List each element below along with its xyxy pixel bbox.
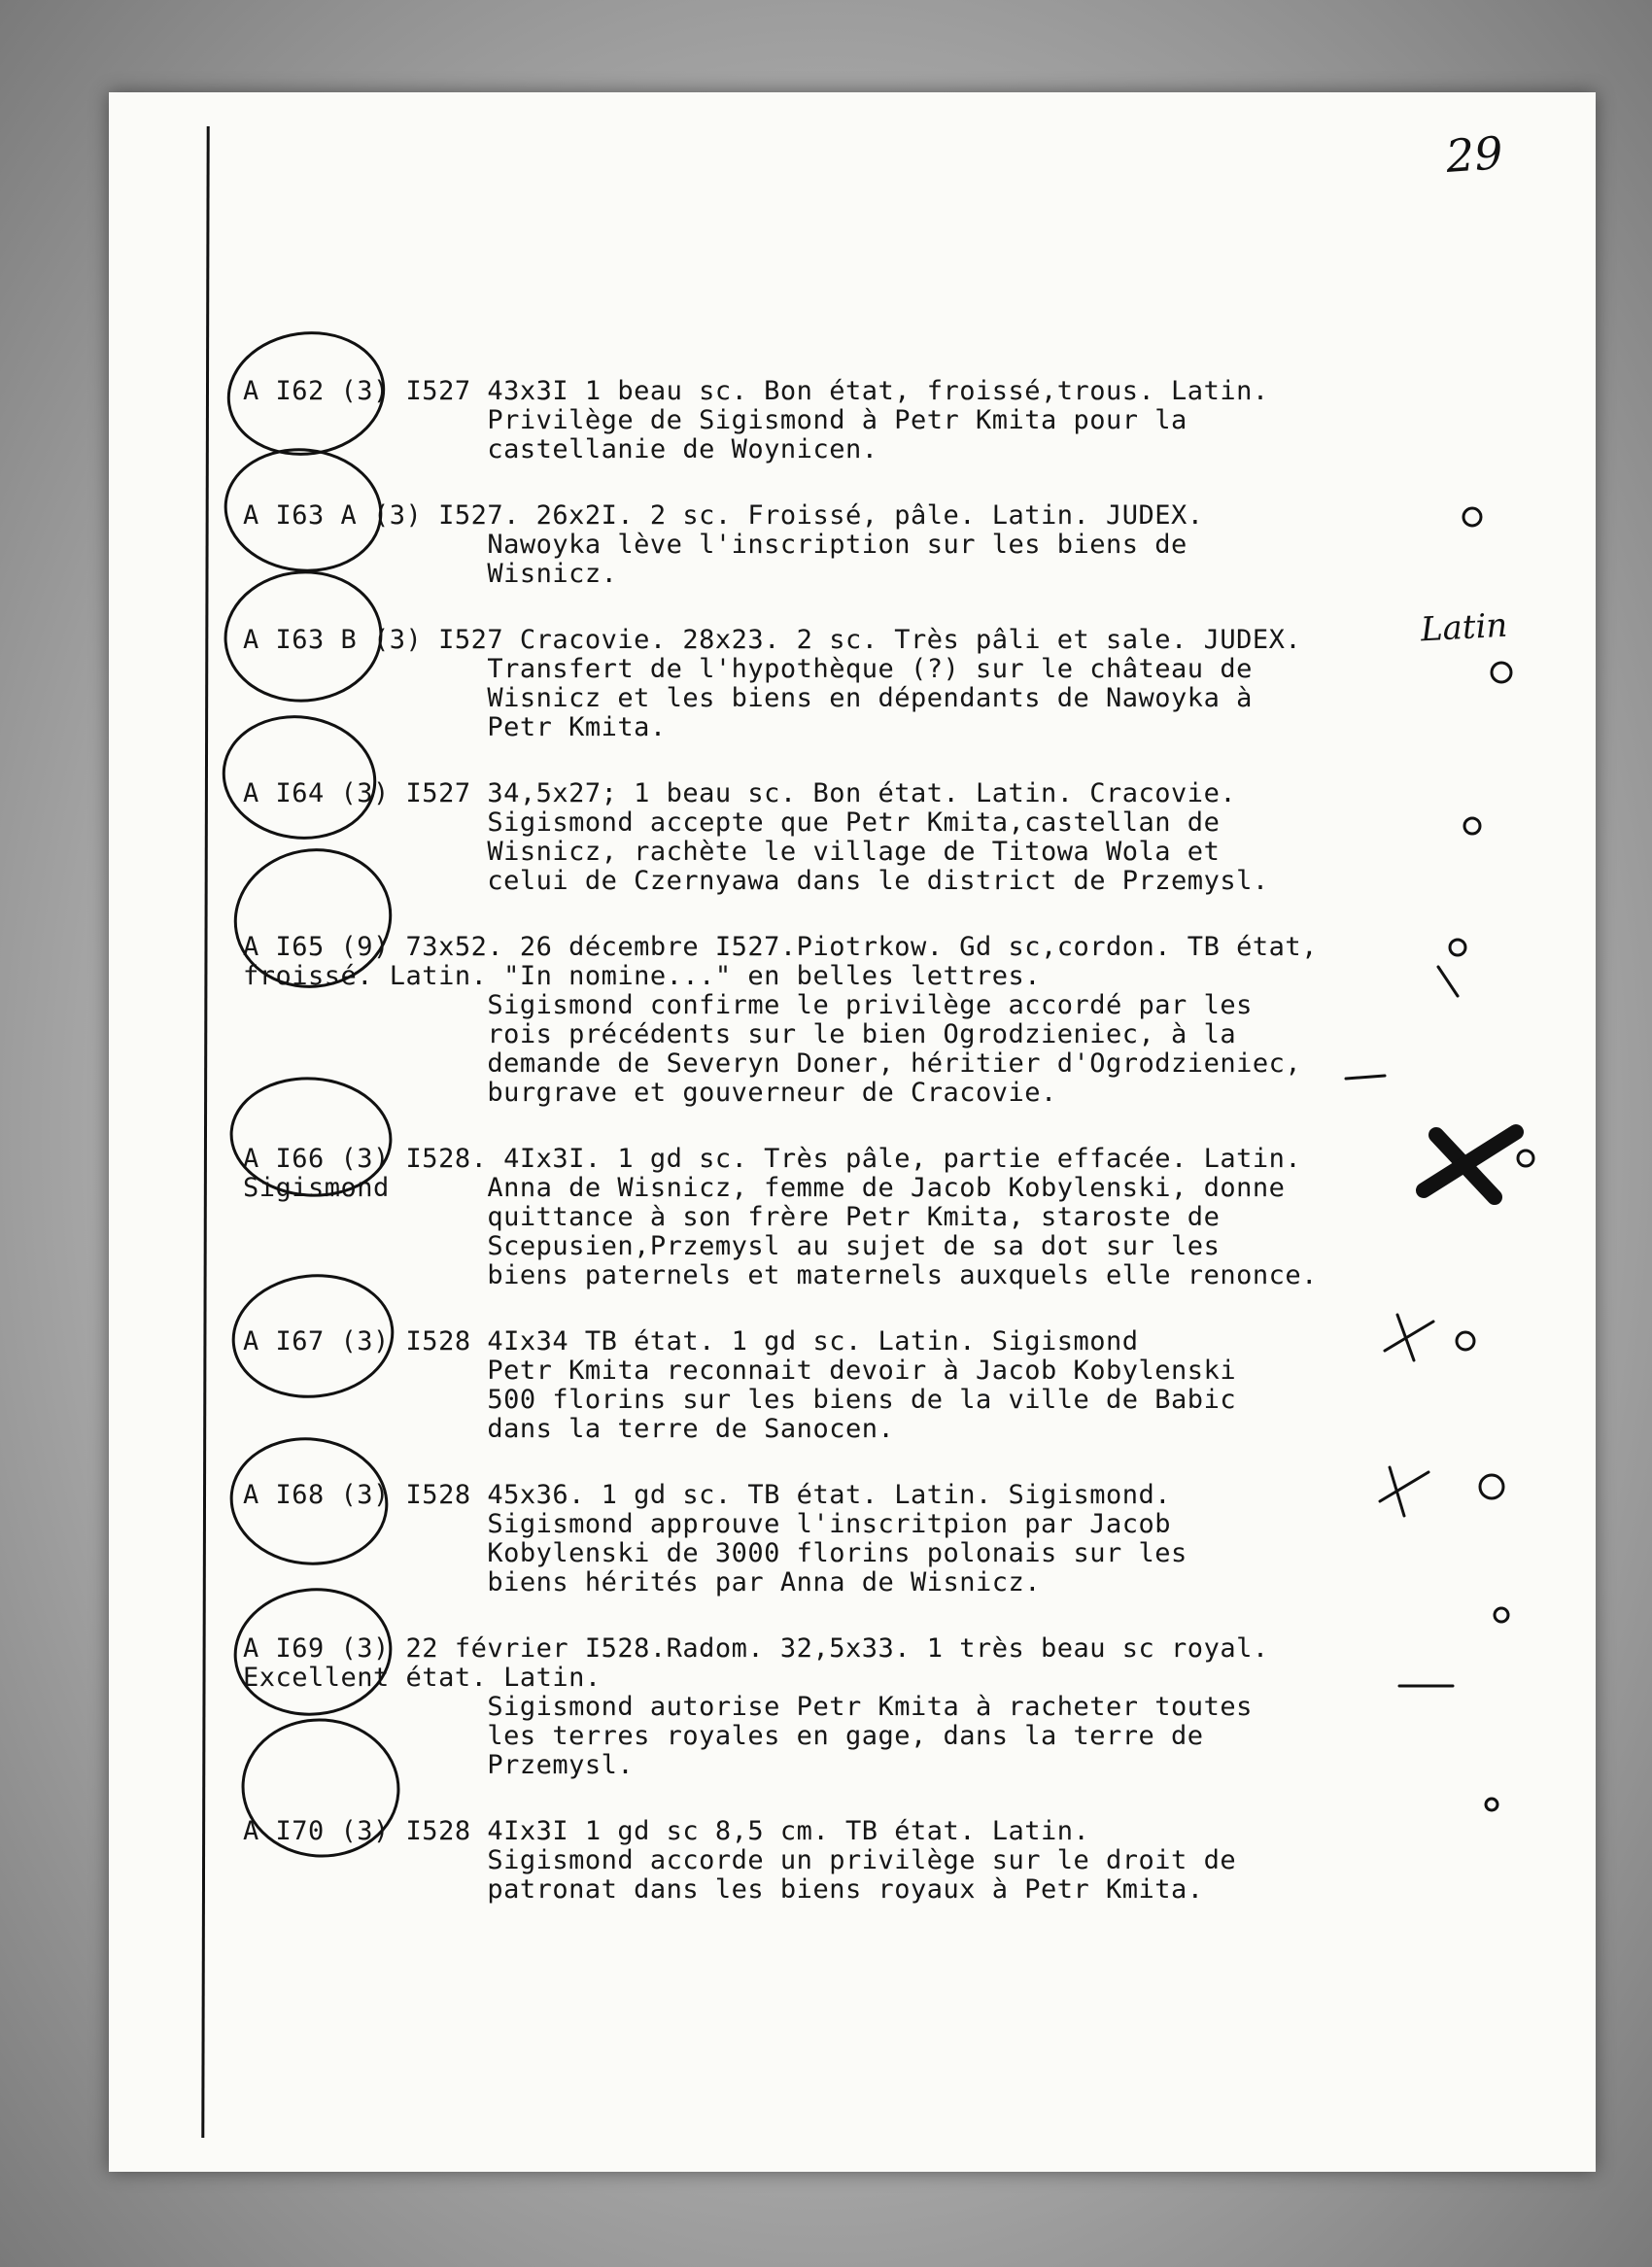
page-number: 29 — [1444, 126, 1505, 183]
entry-line: Sigismond approuve l'inscritpion par Jacob — [243, 1509, 1172, 1539]
entry-line: A I69 (3) 22 février I528.Radom. 32,5x33. 1 très beau sc royal. — [243, 1633, 1269, 1664]
entry-line: rois précédents sur le bien Ogrodzieniec, à la — [243, 1019, 1237, 1049]
entry-line: A I68 (3) I528 45x36. 1 gd sc. TB état. Latin. Sigismond. — [243, 1480, 1172, 1510]
entry-line: Excellent état. Latin. — [243, 1663, 602, 1693]
entry-line: A I70 (3) I528 4Ix3I 1 gd sc 8,5 cm. TB état. Latin. — [243, 1816, 1090, 1846]
entry-line: Sigismond accepte que Petr Kmita,castellan de — [243, 807, 1221, 838]
entry-line: castellanie de Woynicen. — [243, 434, 878, 464]
entry-line: Przemysl. — [243, 1750, 635, 1780]
entry-line: dans la terre de Sanocen. — [243, 1414, 895, 1444]
entry-line: A I64 (3) I527 34,5x27; 1 beau sc. Bon état. Latin. Cracovie. — [243, 778, 1237, 808]
entry-line: celui de Czernyawa dans le district de Przemysl. — [243, 866, 1269, 896]
entry-a165 — [243, 933, 1487, 1108]
entry-line: patronat dans les biens royaux à Petr Kmita. — [243, 1874, 1204, 1905]
entry-line: Wisnicz, rachète le village de Titowa Wola et — [243, 837, 1221, 867]
entry-line: Transfert de l'hypothèque (?) sur le château de — [243, 654, 1253, 684]
entry-line: 500 florins sur les biens de la ville de Babic — [243, 1385, 1237, 1415]
entry-line: A I63 B (3) I527 Cracovie. 28x23. 2 sc. Très pâli et sale. JUDEX. — [243, 625, 1302, 655]
entry-a162 — [243, 377, 1487, 464]
entry-line: A I63 A (3) I527. 26x2I. 2 sc. Froissé, pâle. Latin. JUDEX. — [243, 500, 1204, 531]
entry-line: Wisnicz et les biens en dépendants de Nawoyka à — [243, 683, 1253, 713]
entry-line: Sigismond accorde un privilège sur le droit de — [243, 1845, 1237, 1875]
entry-line: Sigismond autorise Petr Kmita à racheter toutes — [243, 1692, 1253, 1722]
entry-line: demande de Severyn Doner, héritier d'Ogrodzieniec, — [243, 1048, 1302, 1079]
entry-line: Petr Kmita reconnait devoir à Jacob Kobylenski — [243, 1356, 1237, 1386]
entry-a164 — [243, 779, 1487, 896]
entry-a170 — [243, 1817, 1487, 1905]
entry-a168 — [243, 1481, 1487, 1597]
entry-line: A I66 (3) I528. 4Ix3I. 1 gd sc. Très pâle, partie effacée. Latin. — [243, 1144, 1302, 1174]
entry-a163b — [243, 626, 1487, 742]
entry-line: A I62 (3) I527 43x3I 1 beau sc. Bon état, froissé,trous. Latin. — [243, 376, 1269, 406]
archive-entry-list — [243, 377, 1487, 1941]
entry-line: Scepusien,Przemysl au sujet de sa dot sur les — [243, 1231, 1221, 1261]
entry-line: Sigismond Anna de Wisnicz, femme de Jacob Kobylenski, donne — [243, 1173, 1286, 1203]
entry-line: Privilège de Sigismond à Petr Kmita pour la — [243, 405, 1187, 435]
margin-note-latin: Latin — [1420, 605, 1509, 650]
entry-a163a — [243, 501, 1487, 589]
entry-a167 — [243, 1327, 1487, 1444]
entry-line: A I65 (9) 73x52. 26 décembre I527.Piotrkow. Gd sc,cordon. TB état, — [243, 932, 1318, 962]
entry-line: Nawoyka lève l'inscription sur les biens de — [243, 530, 1187, 560]
entry-line: biens hérités par Anna de Wisnicz. — [243, 1567, 1042, 1597]
entry-line: Wisnicz. — [243, 559, 618, 589]
entry-line: A I67 (3) I528 4Ix34 TB état. 1 gd sc. Latin. Sigismond — [243, 1326, 1139, 1357]
entry-line: les terres royales en gage, dans la terre de — [243, 1721, 1204, 1751]
entry-a166 — [243, 1145, 1487, 1290]
entry-line: quittance à son frère Petr Kmita, staroste de — [243, 1202, 1221, 1232]
entry-line: Sigismond confirme le privilège accordé par les — [243, 990, 1253, 1020]
entry-line: burgrave et gouverneur de Cracovie. — [243, 1078, 1057, 1108]
entry-line: froissé. Latin. "In nomine..." en belles lettres. — [243, 961, 1042, 991]
entry-line: biens paternels et maternels auxquels elle renonce. — [243, 1260, 1318, 1290]
entry-line: Kobylenski de 3000 florins polonais sur les — [243, 1538, 1187, 1568]
entry-a169 — [243, 1634, 1487, 1780]
entry-line: Petr Kmita. — [243, 712, 667, 742]
